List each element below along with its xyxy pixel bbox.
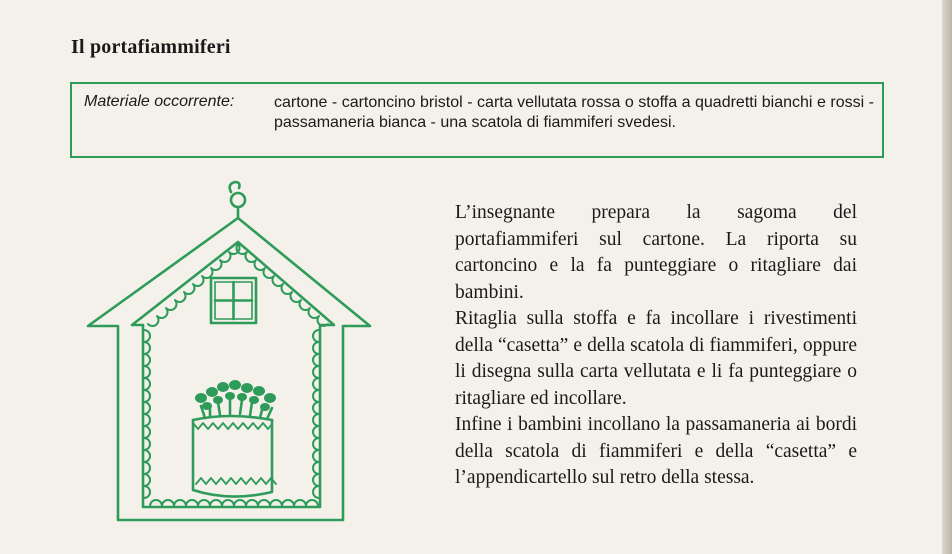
hanger-loop-icon <box>230 182 245 218</box>
match-heads <box>195 380 276 411</box>
house-outer-outline <box>88 218 370 520</box>
materials-box <box>70 82 884 158</box>
house-matchbox-illustration <box>60 180 405 530</box>
materials-label: Materiale occorrente: <box>84 93 235 110</box>
paragraph: Infine i bambini incollano la passamaneria ai bordi della scatola di fiammiferi e della “casetta” e l’appendicartello sul retro della stessa. <box>455 414 857 488</box>
window-icon <box>211 278 256 323</box>
materials-text: cartone - cartoncino bristol - carta vellutata rossa o stoffa a quadretti bianchi e rossi - passamaneria bianca - una scatola di fiammiferi svedesi. <box>274 94 874 131</box>
page-title: Il portafiammiferi <box>71 36 231 58</box>
matchbox-icon <box>193 398 276 497</box>
paragraph: L’insegnante prepara la sagoma del portafiammiferi sul cartone. La riporta su cartoncino e la fa punteggiare o ritagliare dai bambini. <box>455 202 857 303</box>
instructions-text <box>455 200 857 492</box>
paragraph: Ritaglia sulla stoffa e fa incollare i rivestimenti della “casetta” e della scatola di fiammiferi, oppure li disegna sulla carta vellutata e li fa punteggiare o ritagliare ed incollare. <box>455 308 857 409</box>
page-edge <box>942 0 952 554</box>
scallop-trim <box>144 244 328 506</box>
